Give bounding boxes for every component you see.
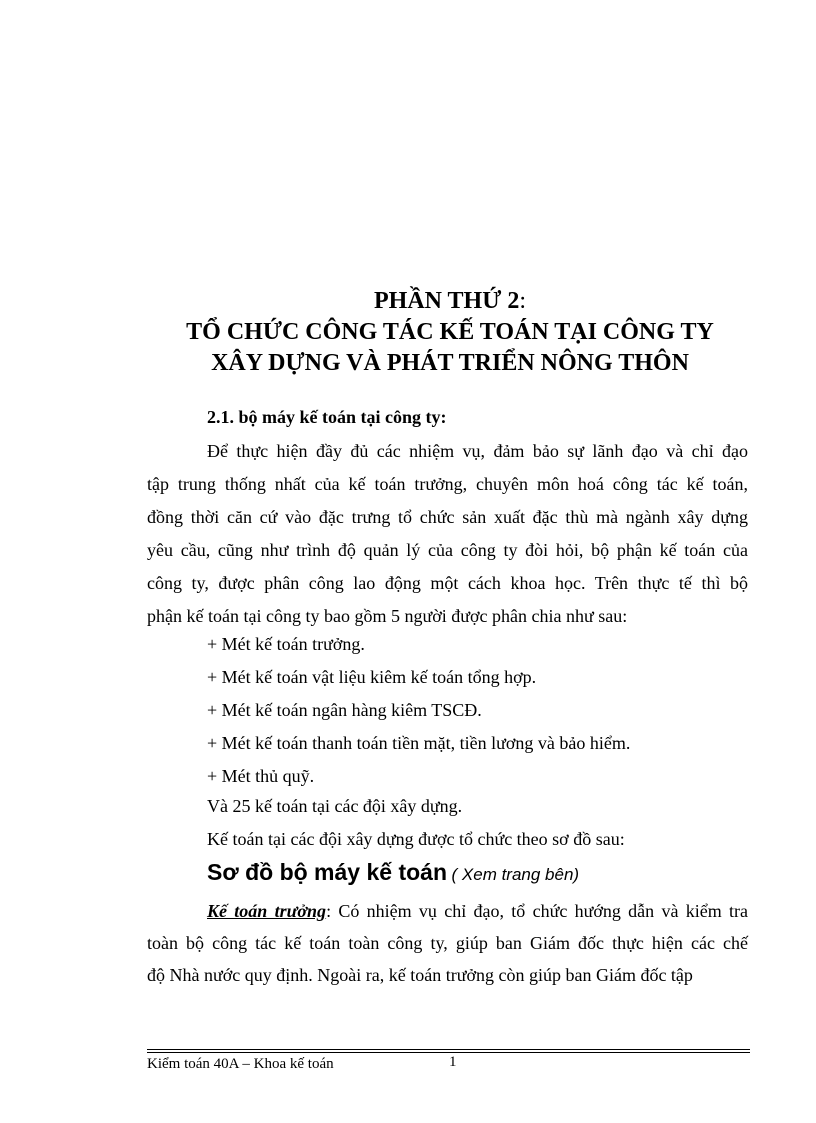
chapter-title-line-2: XÂY DỰNG VÀ PHÁT TRIỂN NÔNG THÔN xyxy=(211,350,689,376)
part-title-colon: : xyxy=(519,288,526,314)
paragraph-line: phận kế toán tại công ty bao gồm 5 người được phân chia như sau: xyxy=(147,606,628,626)
part-title-main: PHẦN THỨ 2 xyxy=(373,288,520,314)
list-item: + Mét thủ quỹ. xyxy=(207,766,315,786)
list-item: + Mét kế toán ngân hàng kiêm TSCĐ. xyxy=(207,700,482,720)
section-heading: 2.1. bộ máy kế toán tại công ty: xyxy=(207,407,447,427)
chief-accountant-term: Kế toán trưởng xyxy=(207,901,327,921)
paragraph-line: độ Nhà nước quy định. Ngoài ra, kế toán trưởng còn giúp ban Giám đốc tập xyxy=(147,965,693,985)
paragraph-line: Để thực hiện đầy đủ các nhiệm vụ, đảm bảo sự lãnh đạo và chỉ đạo xyxy=(207,441,748,461)
paragraph-line: toàn bộ công tác kế toán toàn công ty, giúp ban Giám đốc thực hiện các chế xyxy=(147,933,748,953)
paragraph-line: đồng thời căn cứ vào đặc trưng tổ chức sản xuất đặc thù mà ngành xây dựng xyxy=(147,507,748,527)
diagram-title: Sơ đồ bộ máy kế toán xyxy=(207,859,448,885)
org-line: Kế toán tại các đội xây dựng được tổ chức theo sơ đồ sau: xyxy=(207,829,625,849)
footer-rule-bottom xyxy=(147,1052,750,1053)
list-item: + Mét kế toán trưởng. xyxy=(207,634,365,654)
paragraph-line: tập trung thống nhất của kế toán trưởng, chuyên môn hoá công tác kế toán, xyxy=(147,474,748,494)
list-item: + Mét kế toán vật liệu kiêm kế toán tổng hợp. xyxy=(207,667,537,687)
paragraph-line: công ty, được phân công lao động một cách khoa học. Trên thực tế thì bộ xyxy=(147,573,748,593)
teams-line: Và 25 kế toán tại các đội xây dựng. xyxy=(207,796,463,816)
page-number: 1 xyxy=(449,1054,457,1070)
chief-accountant-text: : Có nhiệm vụ chỉ đạo, tổ chức hướng dẫn và kiểm tra xyxy=(326,901,748,921)
list-item: + Mét kế toán thanh toán tiền mặt, tiền lương và bảo hiểm. xyxy=(207,733,631,753)
footer-rule-top xyxy=(147,1049,750,1050)
part-title xyxy=(130,286,770,317)
diagram-reference-note: ( Xem trang bên) xyxy=(451,865,580,884)
footer-text: Kiểm toán 40A – Khoa kế toán xyxy=(147,1056,334,1072)
diagram-caption xyxy=(207,858,579,889)
chief-accountant-line xyxy=(207,900,748,922)
paragraph-line: yêu cầu, cũng như trình độ quản lý của công ty đòi hỏi, bộ phận kế toán của xyxy=(147,540,748,560)
chapter-title-line-1: TỔ CHỨC CÔNG TÁC KẾ TOÁN TẠI CÔNG TY xyxy=(186,319,714,345)
